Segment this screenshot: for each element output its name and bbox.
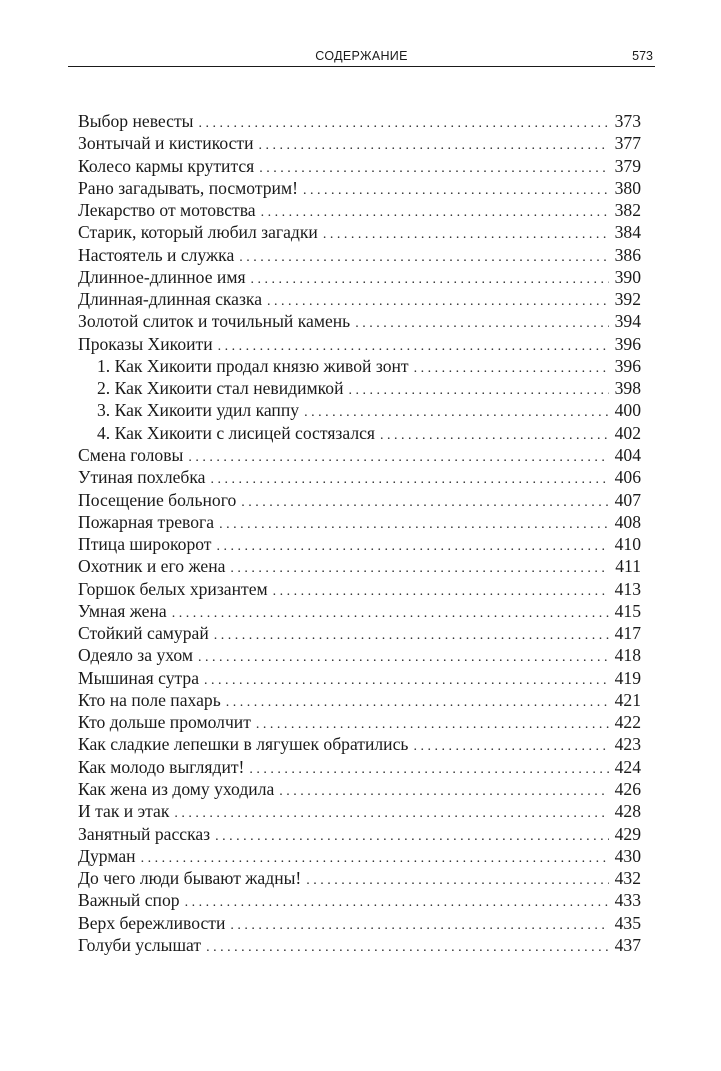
- toc-entry-title: Голуби услышат: [78, 934, 202, 955]
- toc-entry: [78, 177, 641, 199]
- toc-entry: [78, 511, 641, 533]
- toc-entry-page: 396: [614, 355, 641, 376]
- toc-entry: [78, 199, 641, 221]
- toc-entry-page: 400: [614, 400, 641, 421]
- toc-entry-page: 408: [614, 511, 641, 532]
- toc-entry-page: 377: [614, 133, 641, 154]
- toc-entry-page: 435: [614, 912, 641, 933]
- toc-entry: [78, 444, 641, 466]
- toc-entry-page: 437: [614, 934, 641, 955]
- toc-entry-page: 418: [614, 645, 641, 666]
- toc-entry: [78, 845, 641, 867]
- toc-entry: [78, 889, 641, 911]
- dot-leader: [214, 625, 609, 647]
- toc-entry-title: Посещение больного: [78, 489, 237, 510]
- toc-entry-page: 428: [614, 801, 641, 822]
- toc-entry-title: Дурман: [78, 845, 136, 866]
- toc-entry-page: 396: [614, 333, 641, 354]
- toc-entry-page: 402: [614, 422, 641, 443]
- dot-leader: [226, 692, 609, 714]
- toc-entry-title: Горшок белых хризантем: [78, 578, 268, 599]
- toc-entry: [78, 711, 641, 733]
- toc-entry-page: 390: [614, 266, 641, 287]
- toc-entry-page: 422: [614, 712, 641, 733]
- toc-entry-title: Занятный рассказ: [78, 823, 211, 844]
- toc-entry: [78, 310, 641, 332]
- toc-entry: [78, 489, 641, 511]
- dot-leader: [174, 803, 608, 825]
- toc-entry: [78, 622, 641, 644]
- running-header: [68, 46, 655, 67]
- toc-entry: [78, 778, 641, 800]
- toc-entry-title: Как сладкие лепешки в лягушек обратились: [78, 734, 409, 755]
- toc-entry: [78, 533, 641, 555]
- dot-leader: [259, 158, 608, 180]
- toc-entry-title: Кто дольше промолчит: [78, 712, 251, 733]
- toc-entry: [78, 733, 641, 755]
- toc-entry-page: 411: [615, 556, 641, 577]
- toc-entry-title: Длинная-длинная сказка: [78, 289, 263, 310]
- dot-leader: [239, 247, 608, 269]
- toc-entry-title: Стойкий самурай: [78, 623, 209, 644]
- dot-leader: [230, 558, 609, 580]
- dot-leader: [199, 113, 609, 135]
- toc-entry-page: 432: [614, 868, 641, 889]
- toc-entry: [78, 132, 641, 154]
- toc-entry-page: 430: [614, 845, 641, 866]
- toc-entry-page: 406: [614, 467, 641, 488]
- toc-entry-title: До чего люди бывают жадны!: [78, 868, 302, 889]
- toc-entry: [78, 333, 641, 355]
- dot-leader: [219, 514, 609, 536]
- toc-entry-title: Рано загадывать, посмотрим!: [78, 177, 298, 198]
- dot-leader: [204, 670, 609, 692]
- dot-leader: [323, 224, 609, 246]
- toc-entry-title: Старик, который любил загадки: [78, 222, 318, 243]
- toc-entry-title: Верх бережливости: [78, 912, 226, 933]
- toc-entry: [78, 756, 641, 778]
- toc-entry: [78, 600, 641, 622]
- toc-entry-title: Настоятель и служка: [78, 244, 235, 265]
- toc-entry: [78, 244, 641, 266]
- dot-leader: [303, 180, 609, 202]
- toc-entry-title: Длинное-длинное имя: [78, 266, 246, 287]
- header-title: СОДЕРЖАНИЕ: [315, 49, 408, 63]
- toc-entry-page: 379: [614, 155, 641, 176]
- toc-entry-title: Проказы Хикоити: [78, 333, 213, 354]
- dot-leader: [414, 358, 609, 380]
- toc-entry-page: 429: [614, 823, 641, 844]
- toc-entry: [78, 644, 641, 666]
- dot-leader: [172, 603, 609, 625]
- toc-entry-title: Мышиная сутра: [78, 667, 200, 688]
- toc-entry-title: 2. Как Хикоити стал невидимкой: [97, 378, 344, 399]
- toc-entry-page: 392: [614, 289, 641, 310]
- toc-subentry: [78, 355, 641, 377]
- dot-leader: [210, 469, 608, 491]
- toc-entry-page: 384: [614, 222, 641, 243]
- toc-entry: [78, 221, 641, 243]
- dot-leader: [241, 492, 608, 514]
- dot-leader: [306, 870, 608, 892]
- toc-entry-page: 423: [614, 734, 641, 755]
- toc-entry-page: 417: [614, 623, 641, 644]
- dot-leader: [188, 447, 608, 469]
- toc-subentry: [78, 399, 641, 421]
- dot-leader: [215, 826, 608, 848]
- toc-entry-title: Золотой слиток и точильный камень: [78, 311, 351, 332]
- toc-entry-title: Лекарство от мотовства: [78, 200, 256, 221]
- toc-entry-title: Охотник и его жена: [78, 556, 226, 577]
- dot-leader: [251, 269, 609, 291]
- toc-entry-title: Зонтычай и кистикости: [78, 133, 254, 154]
- dot-leader: [198, 647, 609, 669]
- toc-entry: [78, 266, 641, 288]
- toc-entry-page: 407: [614, 489, 641, 510]
- toc-entry: [78, 555, 641, 577]
- toc-entry-page: 373: [614, 111, 641, 131]
- toc-entry: [78, 867, 641, 889]
- toc-entry-title: 1. Как Хикоити продал князю живой зонт: [97, 355, 409, 376]
- toc-entry-title: Птица широкорот: [78, 534, 212, 555]
- toc-entry-title: Пожарная тревога: [78, 511, 215, 532]
- toc-entry-title: Утиная похлебка: [78, 467, 206, 488]
- toc-entry-title: И так и этак: [78, 801, 170, 822]
- toc-entry-title: Кто на поле пахарь: [78, 689, 221, 710]
- dot-leader: [217, 536, 609, 558]
- toc-entry: [78, 800, 641, 822]
- toc-entry-title: Смена головы: [78, 444, 184, 465]
- dot-leader: [206, 937, 609, 959]
- toc-entry-title: 4. Как Хикоити с лисицей состязался: [97, 422, 376, 443]
- dot-leader: [349, 380, 609, 402]
- dot-leader: [413, 736, 608, 758]
- dot-leader: [273, 581, 609, 603]
- dot-leader: [259, 135, 609, 157]
- dot-leader: [249, 759, 608, 781]
- toc-entry: [78, 934, 641, 956]
- toc-entry-page: 386: [614, 244, 641, 265]
- toc-entry-page: 398: [614, 378, 641, 399]
- toc-entry-page: 404: [614, 444, 641, 465]
- dot-leader: [185, 892, 609, 914]
- toc-entry: [78, 689, 641, 711]
- header-page-number: 573: [632, 49, 653, 63]
- toc-entry-page: 415: [614, 600, 641, 621]
- toc-entry-page: 413: [614, 578, 641, 599]
- toc-entry-page: 419: [614, 667, 641, 688]
- dot-leader: [380, 425, 609, 447]
- dot-leader: [355, 313, 608, 335]
- toc-entry-page: 421: [614, 689, 641, 710]
- dot-leader: [279, 781, 608, 803]
- toc-entry: [78, 667, 641, 689]
- dot-leader: [230, 915, 608, 937]
- toc-entry-title: Умная жена: [78, 600, 167, 621]
- toc-entry-page: 380: [614, 177, 641, 198]
- toc-entry: [78, 288, 641, 310]
- toc-entry-page: 424: [614, 756, 641, 777]
- toc-entry: [78, 578, 641, 600]
- toc-entry-page: 382: [614, 200, 641, 221]
- toc-entry: [78, 466, 641, 488]
- toc-entry-title: Одеяло за ухом: [78, 645, 193, 666]
- toc-entry: [78, 912, 641, 934]
- toc-entry: [78, 823, 641, 845]
- toc-entry-title: Выбор невесты: [78, 111, 194, 131]
- toc-subentry: [78, 422, 641, 444]
- toc-entry-page: 433: [614, 890, 641, 911]
- toc-entry-title: Важный спор: [78, 890, 180, 911]
- toc-entry-page: 394: [614, 311, 641, 332]
- toc-subentry: [78, 377, 641, 399]
- toc-entry-page: 410: [614, 534, 641, 555]
- toc-entry-title: Как жена из дому уходила: [78, 778, 275, 799]
- table-of-contents: [78, 110, 641, 956]
- toc-entry-title: 3. Как Хикоити удил каппу: [97, 400, 300, 421]
- toc-entry-page: 426: [614, 778, 641, 799]
- toc-entry: [78, 155, 641, 177]
- toc-entry-title: Колесо кармы крутится: [78, 155, 255, 176]
- toc-entry-title: Как молодо выглядит!: [78, 756, 245, 777]
- toc-entry: [78, 110, 641, 132]
